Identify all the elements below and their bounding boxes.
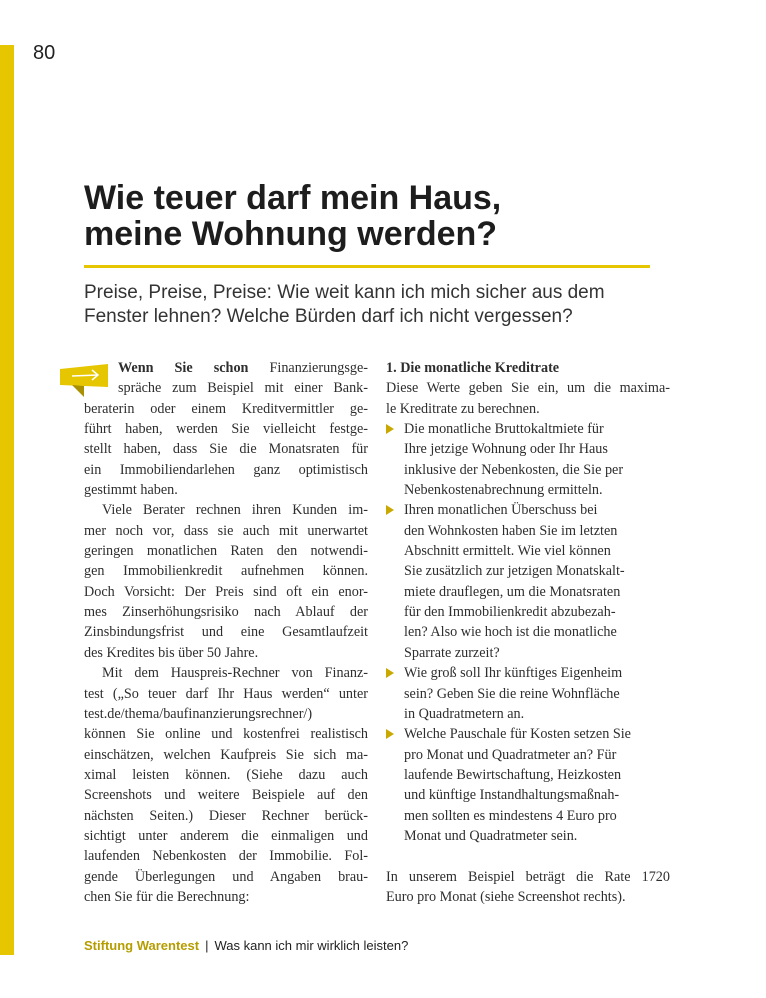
text-line: Euro pro Monat (siehe Screenshot rechts).	[386, 888, 626, 905]
right-column	[386, 358, 670, 907]
text-line: des Kredites bis über 50 Jahre.	[84, 644, 259, 661]
triangle-bullet-icon	[386, 729, 394, 739]
title-line: meine Wohnung werden?	[84, 215, 498, 253]
text-line: test („So teuer darf Ihr Haus werden“ unter	[84, 685, 368, 702]
subtitle-line: Preise, Preise, Preise: Wie weit kann ich mich sicher aus dem	[84, 282, 605, 303]
list-item	[386, 663, 670, 724]
text-line: len? Also wie hoch ist die monatliche	[404, 624, 617, 641]
text-fragment: Finanzierungsge-	[269, 360, 368, 376]
title-line: Wie teuer darf mein Haus,	[84, 179, 502, 217]
text-line: miete drauflegen, um die Monatsraten	[404, 583, 621, 600]
text-line: sichtigt unter anderem die einmaligen und	[84, 827, 368, 844]
list-item	[386, 419, 670, 500]
spacer	[386, 846, 670, 866]
text-line: test.de/thema/baufinanzierungsrechner/)	[84, 705, 313, 722]
page-number: 80	[33, 42, 56, 64]
text-line: gende Überlegungen und Angaben brau-	[84, 868, 368, 885]
text-line: ein Immobiliendarlehen ganz optimistisch	[84, 461, 368, 478]
text-line: pro Monat und Quadratmeter an? Für	[404, 746, 617, 763]
triangle-bullet-icon	[386, 668, 394, 678]
text-line: le Kreditrate zu berechnen.	[386, 400, 540, 417]
text-line: Sparrate zurzeit?	[404, 644, 500, 661]
text-line: chen Sie für die Berechnung:	[84, 888, 250, 905]
text-line: geringen monatlichen Raten den notwendi-	[84, 543, 368, 560]
footer-brand: Stiftung Warentest	[84, 938, 200, 953]
text-line: und künftige Instandhaltungsmaßnah-	[404, 787, 620, 804]
text-line: Zinsbindungsfrist und eine Gesamtlaufzeit	[84, 624, 368, 641]
text-line: Wie groß soll Ihr künftiges Eigenheim	[404, 665, 623, 682]
text-line: einschätzen, welchen Kaufpreis Sie sich ma-	[84, 746, 368, 763]
text-line: den Wohnkosten haben Sie im letzten	[404, 522, 618, 539]
triangle-bullet-icon	[386, 424, 394, 434]
page-title	[84, 180, 684, 252]
text-line: führt haben, werden Sie vielleicht festge-	[84, 421, 368, 438]
text-line: in Quadratmetern an.	[404, 705, 525, 722]
text-line: Viele Berater rechnen ihren Kunden im-	[102, 502, 368, 519]
text-line: Nebenkostenabrechnung ermitteln.	[404, 482, 603, 499]
text-line: Welche Pauschale für Kosten setzen Sie	[404, 726, 631, 743]
text-line: ximal leisten können. (Siehe dazu auch	[84, 766, 368, 783]
text-line: Abschnitt ermittelt. Wie viel können	[404, 543, 611, 560]
text-line: laufende Bewirtschaftung, Heizkosten	[404, 766, 622, 783]
list-item	[386, 724, 670, 846]
lead-in: Wenn Sie schon	[118, 360, 249, 376]
text-line: können Sie online und kostenfrei realistisch	[84, 726, 368, 743]
text-line: Die monatliche Bruttokaltmiete für	[404, 421, 604, 438]
section-heading: 1. Die monatliche Kreditrate	[386, 360, 560, 376]
text-line: Ihre jetzige Wohnung oder Ihr Haus	[404, 441, 608, 458]
text-line: beraterin oder einem Kreditvermittler ge-	[84, 400, 368, 417]
subtitle-line: Fenster lehnen? Welche Bürden darf ich nicht vergessen?	[84, 306, 573, 327]
text-line: In unserem Beispiel beträgt die Rate 1720	[386, 868, 670, 885]
text-line: sein? Geben Sie die reine Wohnfläche	[404, 685, 620, 702]
accent-bar	[0, 45, 14, 955]
text-line: Screenshots und weitere Beispiele auf den	[84, 787, 368, 804]
text-line: laufenden Nebenkosten der Immobilie. Fol-	[84, 848, 368, 865]
text-line: nächsten Seiten.) Dieser Rechner berück-	[84, 807, 368, 824]
text-line: mes Zinserhöhungsrisiko nach Ablauf der	[84, 604, 368, 621]
title-rule	[84, 265, 650, 268]
text-line: Doch Vorsicht: Der Preis sind oft ein enor-	[84, 583, 368, 600]
footer	[84, 938, 408, 953]
text-line: men sollten es mindestens 4 Euro pro	[404, 807, 617, 824]
text-line: mer noch vor, dass sie auch mit unerwartet	[84, 522, 368, 539]
text-line: gestimmt haben.	[84, 482, 178, 499]
text-line	[84, 358, 368, 378]
text-line: stellt haben, dass Sie die Monatsraten für	[84, 441, 368, 458]
text-line: Sie zusätzlich zur jetzigen Monatskalt-	[404, 563, 625, 580]
text-line: inklusive der Nebenkosten, die Sie per	[404, 461, 624, 478]
footer-separator: |	[205, 938, 209, 953]
footer-book-title: Was kann ich mir wirklich leisten?	[214, 938, 409, 953]
text-line: gen Immobilienkredit aufnehmen können.	[84, 563, 368, 580]
text-line: spräche zum Beispiel mit einer Bank-	[118, 380, 368, 397]
text-line: Ihren monatlichen Überschuss bei	[404, 502, 598, 519]
triangle-bullet-icon	[386, 505, 394, 515]
text-line: für den Immobilienkredit abzubezah-	[404, 604, 616, 621]
text-line: Mit dem Hauspreis-Rechner von Finanz-	[102, 665, 368, 682]
subtitle	[84, 281, 704, 329]
left-column	[84, 358, 368, 907]
text-line: Diese Werte geben Sie ein, um die maxima-	[386, 380, 670, 397]
list-item	[386, 500, 670, 663]
text-line: Monat und Quadratmeter sein.	[404, 827, 578, 844]
arrow-right-icon	[60, 361, 110, 397]
